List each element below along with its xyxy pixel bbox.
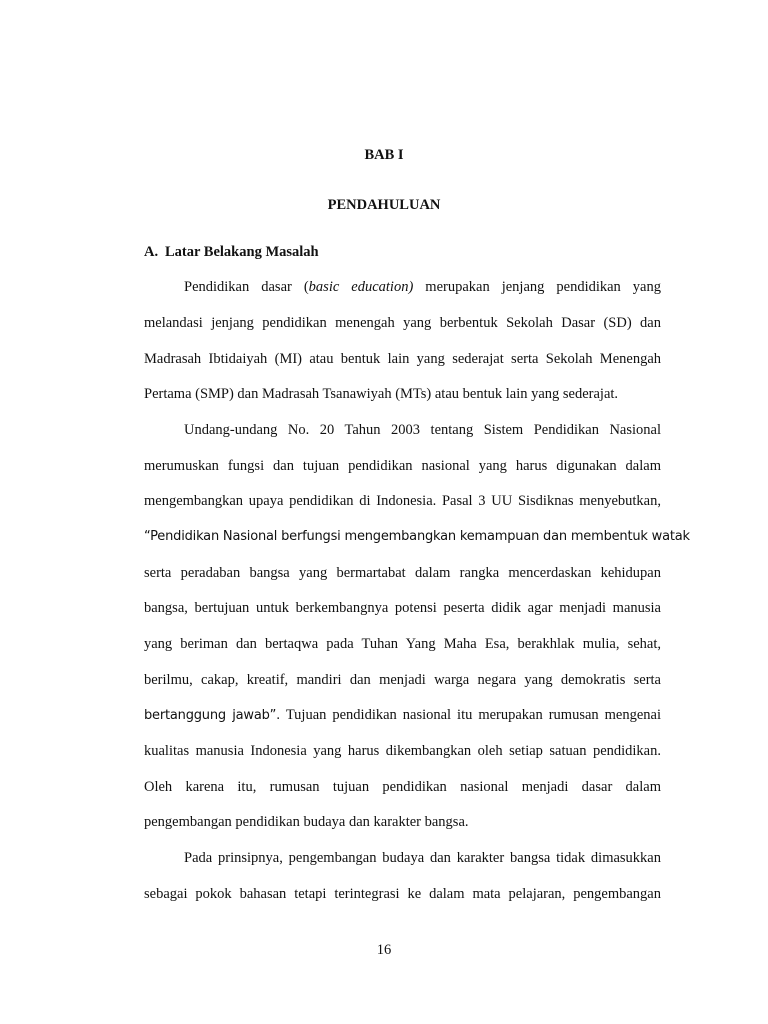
page-number: 16	[376, 942, 392, 958]
section-title: Latar Belakang Masalah	[165, 244, 319, 260]
italic-term: basic education)	[308, 279, 414, 295]
paragraph-line: berilmu, cakap, kreatif, mandiri dan menjadi warga negara yang demokratis serta	[144, 672, 661, 688]
text-span: Pendidikan dasar (	[184, 279, 309, 295]
paragraph-line: kualitas manusia Indonesia yang harus dikembangkan oleh setiap satuan pendidikan.	[144, 743, 661, 759]
chapter-title: PENDAHULUAN	[327, 197, 441, 213]
text-span: Tujuan pendidikan nasional itu merupakan rumusan mengenai	[280, 707, 661, 723]
section-number: A.	[144, 244, 159, 260]
paragraph-line: Undang-undang No. 20 Tahun 2003 tentang Sistem Pendidikan Nasional	[184, 422, 661, 438]
paragraph-line: merumuskan fungsi dan tujuan pendidikan nasional yang harus digunakan dalam	[144, 458, 661, 474]
text-span: merupakan jenjang pendidikan yang	[413, 279, 661, 295]
paragraph-line: pengembangan pendidikan budaya dan karakter bangsa.	[144, 814, 469, 830]
quote-line: “Pendidikan Nasional berfungsi mengembangkan kemampuan dan membentuk watak	[144, 529, 690, 544]
chapter-heading: BAB I	[364, 147, 404, 163]
paragraph-line: mengembangkan upaya pendidikan di Indonesia. Pasal 3 UU Sisdiknas menyebutkan,	[144, 493, 661, 509]
paragraph-line: yang beriman dan bertaqwa pada Tuhan Yang Maha Esa, berakhlak mulia, sehat,	[144, 636, 661, 652]
section-heading	[144, 244, 319, 261]
paragraph-line: sebagai pokok bahasan tetapi terintegrasi ke dalam mata pelajaran, pengembangan	[144, 886, 661, 902]
paragraph-line: Pada prinsipnya, pengembangan budaya dan karakter bangsa tidak dimasukkan	[184, 850, 661, 866]
paragraph-line	[184, 279, 661, 296]
paragraph-line: Oleh karena itu, rumusan tujuan pendidikan nasional menjadi dasar dalam	[144, 779, 661, 795]
paragraph-line: serta peradaban bangsa yang bermartabat dalam rangka mencerdaskan kehidupan	[144, 565, 661, 581]
quote-end: bertanggung jawab”.	[144, 708, 281, 723]
paragraph-line: Madrasah Ibtidaiyah (MI) atau bentuk lain yang sederajat serta Sekolah Menengah	[144, 351, 661, 367]
paragraph-line: melandasi jenjang pendidikan menengah yang berbentuk Sekolah Dasar (SD) dan	[144, 315, 661, 331]
paragraph-line: bangsa, bertujuan untuk berkembangnya potensi peserta didik agar menjadi manusia	[144, 600, 661, 616]
paragraph-line	[144, 707, 661, 724]
paragraph-line: Pertama (SMP) dan Madrasah Tsanawiyah (MTs) atau bentuk lain yang sederajat.	[144, 386, 619, 402]
